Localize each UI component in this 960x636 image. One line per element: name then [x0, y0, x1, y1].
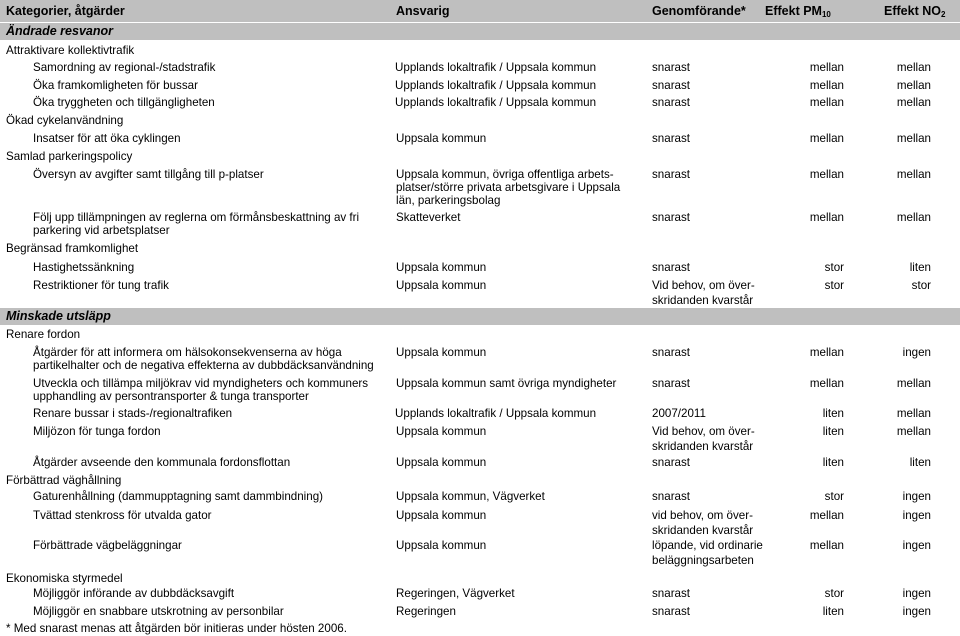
- effect-no2: ingen: [902, 346, 931, 359]
- implementation: 2007/2011: [652, 407, 706, 420]
- table-header: [0, 0, 960, 22]
- effect-pm10: liten: [822, 425, 844, 438]
- responsible: Regeringen, Vägverket: [396, 587, 515, 600]
- action-label: Renare bussar i stads-/regionaltrafiken: [33, 407, 233, 420]
- implementation-cont: beläggningsarbeten: [652, 554, 754, 567]
- implementation: snarast: [652, 490, 691, 503]
- effect-pm10: mellan: [809, 96, 844, 109]
- effect-pm10: mellan: [809, 211, 844, 224]
- action-label: Möjliggör införande av dubbdäcksavgift: [33, 587, 235, 600]
- effect-pm10: stor: [824, 261, 844, 274]
- effect-no2: ingen: [902, 490, 931, 503]
- effect-no2: ingen: [902, 539, 931, 552]
- effect-no2: mellan: [896, 407, 931, 420]
- header-genomforande: Genomförande*: [652, 4, 746, 18]
- implementation: snarast: [652, 132, 691, 145]
- effect-no2: mellan: [896, 168, 931, 181]
- implementation: snarast: [652, 456, 691, 469]
- effect-no2: mellan: [896, 79, 931, 92]
- action-label: Miljözon för tunga fordon: [33, 425, 161, 438]
- implementation: snarast: [652, 261, 691, 274]
- effect-pm10: stor: [824, 490, 844, 503]
- effect-no2: mellan: [896, 211, 931, 224]
- category-label: Attraktivare kollektivtrafik: [6, 44, 135, 57]
- responsible: Uppsala kommun: [396, 456, 487, 469]
- action-label: Hastighetssänkning: [33, 261, 135, 274]
- effect-pm10: stor: [824, 279, 844, 292]
- implementation: vid behov, om över-: [652, 509, 753, 522]
- implementation: snarast: [652, 211, 691, 224]
- action-label: Följ upp tillämpningen av reglerna om förmånsbeskattning av fri: [33, 211, 360, 224]
- responsible: Uppsala kommun: [396, 279, 487, 292]
- effect-no2: mellan: [896, 425, 931, 438]
- section-title: Minskade utsläpp: [6, 309, 111, 323]
- action-label: Tvättad stenkross för utvalda gator: [33, 509, 212, 522]
- implementation-cont: skridanden kvarstår: [652, 294, 754, 307]
- header-effekt-pm: Effekt $PM_{10}$: [765, 4, 831, 19]
- responsible-cont: platser/större privata arbetsgivare i Uppsala: [396, 181, 621, 194]
- category-label: Begränsad framkomlighet: [6, 242, 139, 255]
- effect-no2: mellan: [896, 61, 931, 74]
- implementation: Vid behov, om över-: [652, 279, 755, 292]
- header-kategorier: Kategorier, åtgärder: [6, 4, 125, 18]
- effect-pm10: stor: [824, 587, 844, 600]
- action-label: Åtgärder avseende den kommunala fordonsflottan: [33, 456, 291, 469]
- responsible: Skatteverket: [396, 211, 461, 224]
- responsible: Uppsala kommun: [396, 132, 487, 145]
- effect-pm10: mellan: [809, 377, 844, 390]
- action-label-cont: parkering vid arbetsplatser: [33, 224, 170, 237]
- implementation: snarast: [652, 605, 691, 618]
- action-label: Åtgärder för att informera om hälsokonsekvenserna av höga: [33, 346, 342, 359]
- action-label: Möjliggör en snabbare utskrotning av personbilar: [33, 605, 284, 618]
- effect-no2: liten: [909, 261, 931, 274]
- action-label: Förbättrade vägbeläggningar: [33, 539, 182, 552]
- effect-no2: liten: [909, 456, 931, 469]
- responsible: Uppsala kommun: [396, 346, 487, 359]
- section-header: [0, 308, 960, 325]
- category-label: Samlad parkeringspolicy: [6, 150, 133, 163]
- effect-pm10: mellan: [809, 132, 844, 145]
- implementation: snarast: [652, 587, 691, 600]
- effect-pm10: mellan: [809, 168, 844, 181]
- header-effekt-no2: Effekt $NO_2$: [884, 4, 946, 19]
- action-label-cont: upphandling av persontransporter & tunga transporter: [33, 390, 309, 403]
- responsible: Upplands lokaltrafik / Uppsala kommun: [395, 407, 597, 420]
- action-label: Öka framkomligheten för bussar: [33, 79, 198, 92]
- effect-no2: ingen: [902, 509, 931, 522]
- implementation: Vid behov, om över-: [652, 425, 755, 438]
- section-title: Ändrade resvanor: [6, 24, 113, 38]
- effect-pm10: mellan: [809, 61, 844, 74]
- implementation: snarast: [652, 61, 691, 74]
- implementation: snarast: [652, 346, 691, 359]
- header-ansvarig: Ansvarig: [396, 4, 450, 18]
- responsible: Uppsala kommun: [396, 539, 487, 552]
- responsible: Uppsala kommun samt övriga myndigheter: [396, 377, 617, 390]
- action-label: Restriktioner för tung trafik: [33, 279, 169, 292]
- responsible: Uppsala kommun: [396, 425, 487, 438]
- implementation: snarast: [652, 96, 691, 109]
- effect-pm10: mellan: [809, 539, 844, 552]
- responsible: Uppsala kommun: [396, 261, 487, 274]
- effect-pm10: liten: [822, 456, 844, 469]
- effect-pm10: liten: [822, 605, 844, 618]
- effect-no2: ingen: [902, 605, 931, 618]
- implementation-cont: skridanden kvarstår: [652, 524, 754, 537]
- implementation: snarast: [652, 79, 691, 92]
- implementation: snarast: [652, 168, 691, 181]
- category-label: Ökad cykelanvändning: [6, 114, 124, 127]
- effect-pm10: mellan: [809, 509, 844, 522]
- action-label: Insatser för att öka cyklingen: [33, 132, 181, 145]
- responsible: Upplands lokaltrafik / Uppsala kommun: [395, 61, 597, 74]
- category-label: Renare fordon: [6, 328, 81, 341]
- effect-no2: ingen: [902, 587, 931, 600]
- responsible: Upplands lokaltrafik / Uppsala kommun: [395, 96, 597, 109]
- effect-no2: mellan: [896, 96, 931, 109]
- effect-no2: mellan: [896, 132, 931, 145]
- category-label: Ekonomiska styrmedel: [6, 572, 123, 585]
- action-label: Samordning av regional-/stadstrafik: [33, 61, 216, 74]
- implementation-cont: skridanden kvarstår: [652, 440, 754, 453]
- responsible: Regeringen: [396, 605, 456, 618]
- effect-pm10: liten: [822, 407, 844, 420]
- responsible: Uppsala kommun: [396, 509, 487, 522]
- responsible: Upplands lokaltrafik / Uppsala kommun: [395, 79, 597, 92]
- category-label: Förbättrad väghållning: [6, 474, 122, 487]
- effect-no2: stor: [911, 279, 931, 292]
- responsible: Uppsala kommun, övriga offentliga arbets-: [396, 168, 614, 181]
- section-header: [0, 23, 960, 40]
- implementation: snarast: [652, 377, 691, 390]
- responsible: Uppsala kommun, Vägverket: [396, 490, 545, 503]
- action-label-cont: partikelhalter och de negativa effekterna av dubbdäcksanvändning: [33, 359, 374, 372]
- implementation: löpande, vid ordinarie: [652, 539, 763, 552]
- action-label: Öka tryggheten och tillgängligheten: [33, 96, 215, 109]
- action-label: Gaturenhållning (dammupptagning samt dammbindning): [33, 490, 324, 503]
- footnote: * Med snarast menas att åtgärden bör initieras under hösten 2006.: [6, 622, 347, 635]
- effect-pm10: mellan: [809, 346, 844, 359]
- effect-no2: mellan: [896, 377, 931, 390]
- action-label: Översyn av avgifter samt tillgång till p-platser: [33, 168, 264, 181]
- responsible-cont: län, parkeringsbolag: [396, 194, 501, 207]
- effect-pm10: mellan: [809, 79, 844, 92]
- action-label: Utveckla och tillämpa miljökrav vid myndigheters och kommuners: [33, 377, 369, 390]
